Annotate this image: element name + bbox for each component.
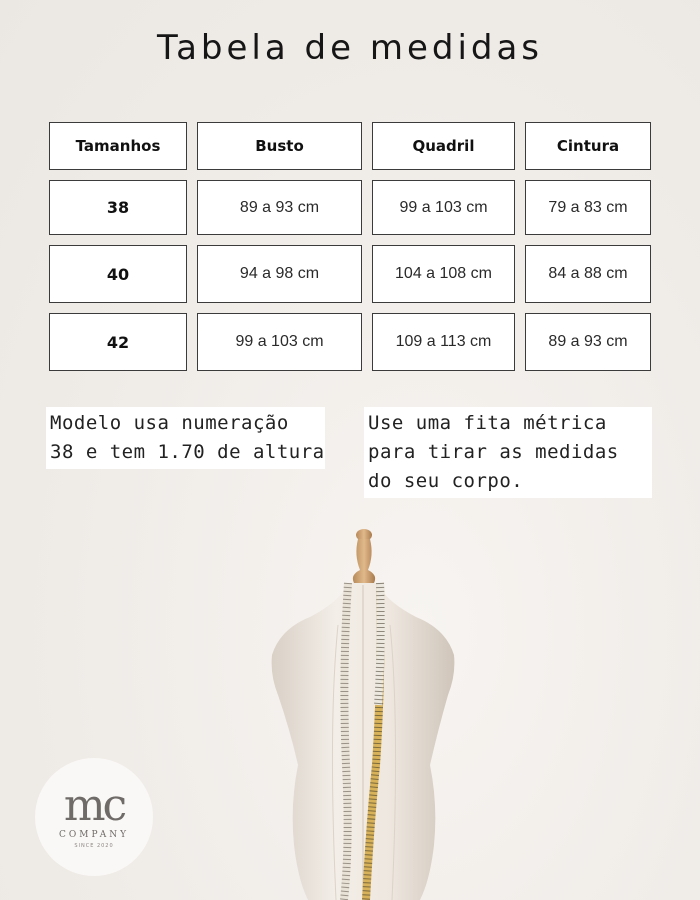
logo-wordmark: COMPANY bbox=[58, 829, 130, 840]
model-note-line-1: Modelo usa numeração bbox=[50, 412, 289, 434]
size-42: 42 bbox=[49, 313, 187, 371]
tape-note-line-1: Use uma fita métrica bbox=[368, 412, 607, 434]
tape-note bbox=[364, 407, 652, 498]
quadril-40: 104 a 108 cm bbox=[372, 245, 515, 303]
header-busto: Busto bbox=[197, 122, 362, 170]
size-38: 38 bbox=[49, 180, 187, 235]
quadril-42: 109 a 113 cm bbox=[372, 313, 515, 371]
busto-40: 94 a 98 cm bbox=[197, 245, 362, 303]
company-logo bbox=[35, 758, 153, 876]
cintura-42: 89 a 93 cm bbox=[525, 313, 651, 371]
quadril-38: 99 a 103 cm bbox=[372, 180, 515, 235]
header-quadril: Quadril bbox=[372, 122, 515, 170]
size-40: 40 bbox=[49, 245, 187, 303]
logo-mark: mc bbox=[63, 779, 125, 831]
tape-note-line-3: do seu corpo. bbox=[368, 470, 524, 492]
cintura-40: 84 a 88 cm bbox=[525, 245, 651, 303]
model-note-line-2: 38 e tem 1.70 de altura bbox=[50, 441, 325, 463]
logo-since: SINCE 2020 bbox=[74, 842, 114, 849]
busto-38: 89 a 93 cm bbox=[197, 180, 362, 235]
header-tamanhos: Tamanhos bbox=[49, 122, 187, 170]
header-cintura: Cintura bbox=[525, 122, 651, 170]
cintura-38: 79 a 83 cm bbox=[525, 180, 651, 235]
mannequin-image bbox=[250, 525, 460, 900]
page-title: Tabela de medidas bbox=[156, 28, 544, 68]
busto-42: 99 a 103 cm bbox=[197, 313, 362, 371]
model-note bbox=[46, 407, 325, 469]
tape-note-line-2: para tirar as medidas bbox=[368, 441, 619, 463]
